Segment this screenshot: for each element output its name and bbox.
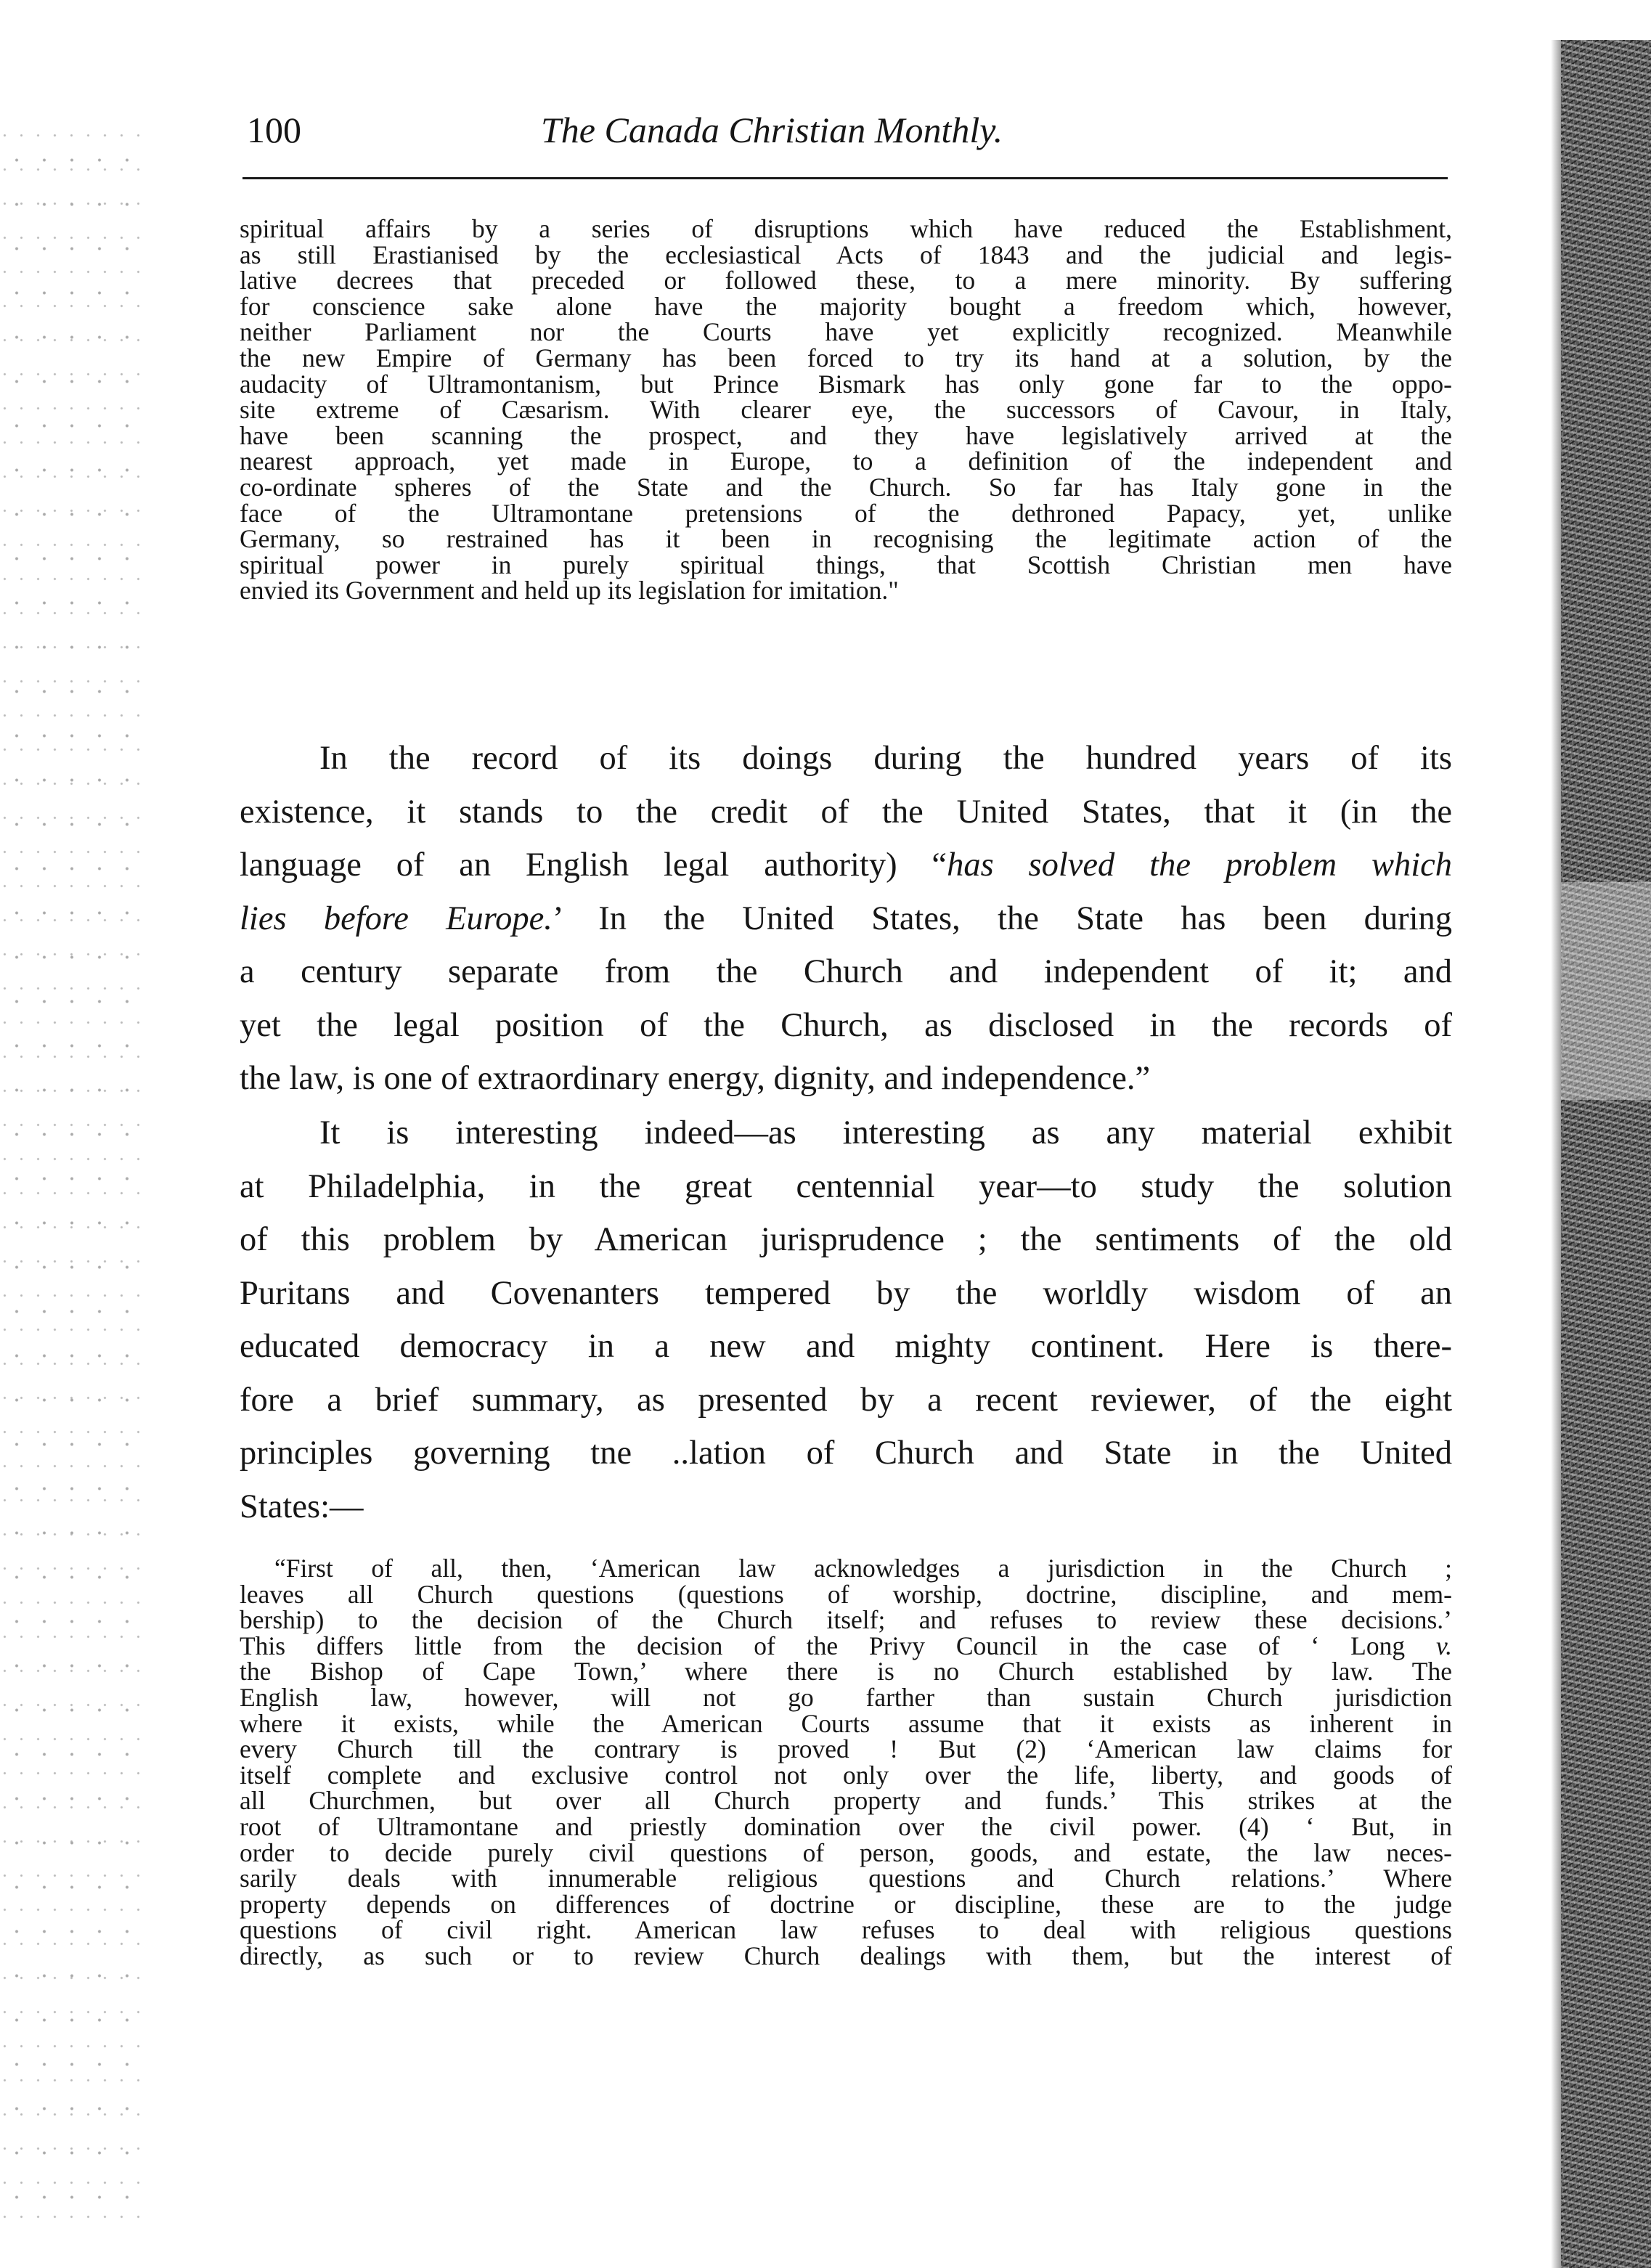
quote-line: spiritual power in purely spiritual things, that Scottish Christian men have: [240, 550, 1452, 579]
paragraph-line: [240, 839, 1452, 892]
quote-line: Germany, so restrained has it been in recognising the legitimate action of the: [240, 524, 1452, 554]
page-number: 100: [247, 110, 301, 150]
paragraph-line: It is interesting indeed—as interesting as any material exhibit: [319, 1114, 1452, 1151]
header-rule: [242, 177, 1448, 179]
paragraph-line: existence, it stands to the credit of the United States, that it (in the: [240, 793, 1452, 831]
italic-quotation: has solved the problem which: [947, 847, 1453, 884]
quote-line: itself complete and exclusive control not only over the life, liberty, and goods of: [240, 1760, 1452, 1790]
paragraph-line: [240, 892, 1452, 946]
quote-text: This differs little from the decision of the Privy Council in the case of ‘ Long: [240, 1631, 1436, 1660]
quote-line: site extreme of Cæsarism. With clearer eye, the successors of Cavour, in Italy,: [240, 395, 1452, 425]
quote-line: where it exists, while the American Courts assume that it exists as inherent in: [240, 1708, 1452, 1738]
body-paragraph-2: [240, 1106, 1452, 1533]
quote-line: root of Ultramontane and priestly domination over the civil power. (4) ‘ But, in: [240, 1811, 1452, 1841]
paragraph-line: In the record of its doings during the hundred years of its: [319, 740, 1452, 777]
quote-line: for conscience sake alone have the majority bought a freedom which, however,: [240, 291, 1452, 321]
paragraph-line: principles governing tne ..lation of Church and State in the United: [240, 1435, 1452, 1472]
journal-title: The Canada Christian Monthly.: [541, 110, 1003, 150]
quote-line: questions of civil right. American law refuses to deal with religious questions: [240, 1915, 1452, 1945]
quote-line: the Bishop of Cape Town,’ where there is no Church established by law. The: [240, 1657, 1452, 1686]
quote-line: audacity of Ultramontanism, but Prince Bismark has only gone far to the oppo-: [240, 369, 1452, 399]
paragraph-line: a century separate from the Church and independent of it; and: [240, 953, 1452, 990]
paragraph-line: fore a brief summary, as presented by a recent reviewer, of the eight: [240, 1381, 1452, 1419]
quote-line: “First of all, then, ‘American law acknowledges a jurisdiction in the Church ;: [274, 1554, 1452, 1583]
quote-line: order to decide purely civil questions of person, goods, and estate, the law neces-: [240, 1837, 1452, 1867]
paragraph-line: yet the legal position of the Church, as disclosed in the records of: [240, 1006, 1452, 1044]
italic-quotation: lies before Europe.: [240, 900, 553, 937]
paragraph-line: at Philadelphia, in the great centennial year—to study the solution: [240, 1167, 1452, 1205]
paragraph-line: of this problem by American jurisprudence ; the sentiments of the old: [240, 1221, 1452, 1258]
quote-line: [240, 1633, 1452, 1660]
scan-page-edge: [1561, 40, 1651, 2268]
paragraph-text: language of an English legal authority) “: [240, 847, 947, 884]
running-head: [247, 109, 1445, 151]
paragraph-line: educated democracy in a new and mighty continent. Here is there-: [240, 1328, 1452, 1365]
paragraph-line: Puritans and Covenanters tempered by the worldly wisdom of an: [240, 1274, 1452, 1312]
quote-line: sarily deals with innumerable religious questions and Church relations.’ Where: [240, 1864, 1452, 1893]
quote-line: co-ordinate spheres of the State and the Church. So far has Italy gone in the: [240, 472, 1452, 502]
scan-gutter-marks: [0, 131, 145, 2236]
italic-versus: v.: [1436, 1631, 1452, 1660]
block-quote-principles: [240, 1556, 1452, 1970]
quote-line: directly, as such or to review Church dealings with them, but the interest of: [240, 1941, 1452, 1970]
quote-line: leaves all Church questions (questions of worship, doctrine, discipline, and mem-: [240, 1579, 1452, 1609]
paragraph-line: the law, is one of extraordinary energy, dignity, and independence.”: [240, 1060, 1151, 1097]
quote-line: nearest approach, yet made in Europe, to a definition of the independent and: [240, 446, 1452, 476]
quote-line: lative decrees that preceded or followed these, to a mere minority. By suffering: [240, 266, 1452, 295]
body-paragraph-1: [240, 732, 1452, 1106]
quote-line: the new Empire of Germany has been forced to try its hand at a solution, by the: [240, 343, 1452, 372]
paragraph-text: ’ In the United States, the State has been during: [552, 900, 1452, 937]
quote-line: envied its Government and held up its legislation for imitation.": [240, 576, 899, 605]
quote-line: every Church till the contrary is proved ! But (2) ‘American law claims for: [240, 1734, 1452, 1764]
quote-line: neither Parliament nor the Courts have yet explicitly recognized. Meanwhile: [240, 317, 1452, 347]
quote-line: as still Erastianised by the ecclesiastical Acts of 1843 and the judicial and legis-: [240, 240, 1452, 269]
quote-line: spiritual affairs by a series of disruptions which have reduced the Establishment,: [240, 214, 1452, 243]
quote-line: property depends on differences of doctrine or discipline, these are to the judge: [240, 1889, 1452, 1919]
quote-line: have been scanning the prospect, and they have legislatively arrived at the: [240, 420, 1452, 450]
quote-line: English law, however, will not go farther than sustain Church jurisdiction: [240, 1682, 1452, 1712]
quote-line: face of the Ultramontane pretensions of the dethroned Papacy, yet, unlike: [240, 498, 1452, 528]
paragraph-line: States:—: [240, 1488, 364, 1525]
block-quote-continuation: [240, 216, 1452, 604]
quote-line: all Churchmen, but over all Church property and funds.’ This strikes at the: [240, 1786, 1452, 1816]
quote-line: bership) to the decision of the Church itself; and refuses to review these decisions.’: [240, 1605, 1452, 1635]
